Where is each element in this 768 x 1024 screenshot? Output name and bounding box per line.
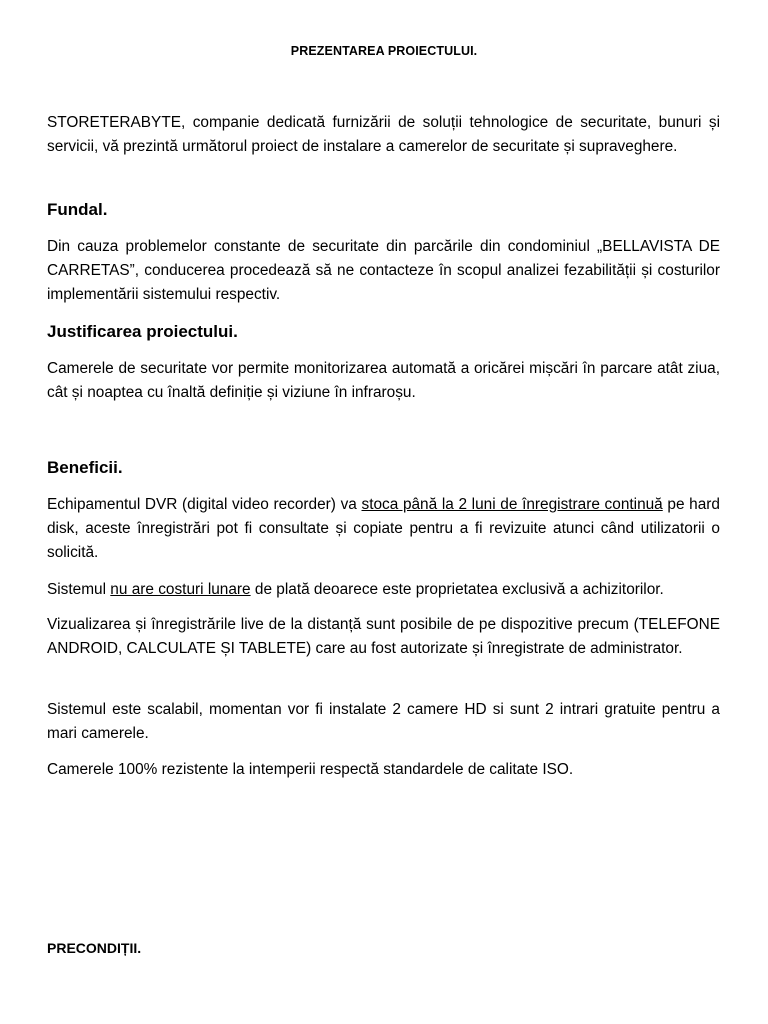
benefit-cost-text-end: de plată deoarece este proprietatea exclusivă a achizitorilor. <box>250 581 664 598</box>
document-title: PREZENTAREA PROIECTULUI. <box>290 44 478 58</box>
justification-heading: Justificarea proiectului. <box>47 322 238 341</box>
benefit-storage-text-end: pe hard disk, aceste înregistrări pot fi consultate și copiate pentru a fi revizuite atunci când utilizatorii o solicită. <box>47 496 720 561</box>
intro-paragraph: STORETERABYTE, companie dedicată furnizării de soluții tehnologice de securitate, bunuri și servicii, vă prezintă următorul proiect de instalare a camerelor de securitate și supraveghere. <box>47 114 720 155</box>
benefit-storage-paragraph <box>47 493 720 565</box>
benefit-cost-underlined: nu are costuri lunare <box>110 581 251 598</box>
benefit-storage-text-start: Echipamentul DVR (digital video recorder) va <box>47 496 362 513</box>
benefit-cost-paragraph <box>47 578 720 602</box>
benefit-scalable-paragraph: Sistemul este scalabil, momentan vor fi instalate 2 camere HD si sunt 2 intrari gratuite pentru a mari camerele. <box>47 701 720 742</box>
benefit-cost-text-start: Sistemul <box>47 581 111 598</box>
benefit-remote-paragraph: Vizualizarea și înregistrările live de la distanță sunt posibile de pe dispozitive precum (TELEFONE ANDROID, CALCULATE ȘI TABLETE) care au fost autorizate și înregistrate de administrator. <box>47 616 720 657</box>
background-heading: Fundal. <box>47 200 108 219</box>
preconditions-heading: PRECONDIȚII. <box>47 940 142 956</box>
benefits-heading: Beneficii. <box>47 458 123 477</box>
benefit-storage-underlined: stoca până la 2 luni de înregistrare continuă <box>361 496 663 513</box>
background-paragraph: Din cauza problemelor constante de securitate din parcările din condominiul „BELLAVISTA DE CARRETAS”, conducerea procedează să ne contacteze în scopul analizei fezabilității și costurilor implementării sistemului respectiv. <box>47 238 720 303</box>
justification-paragraph: Camerele de securitate vor permite monitorizarea automată a oricărei mișcări în parcare atât ziua, cât și noaptea cu înaltă definiție și viziune în infraroșu. <box>47 360 720 401</box>
benefit-weather-paragraph: Camerele 100% rezistente la intemperii respectă standardele de calitate ISO. <box>47 761 574 778</box>
